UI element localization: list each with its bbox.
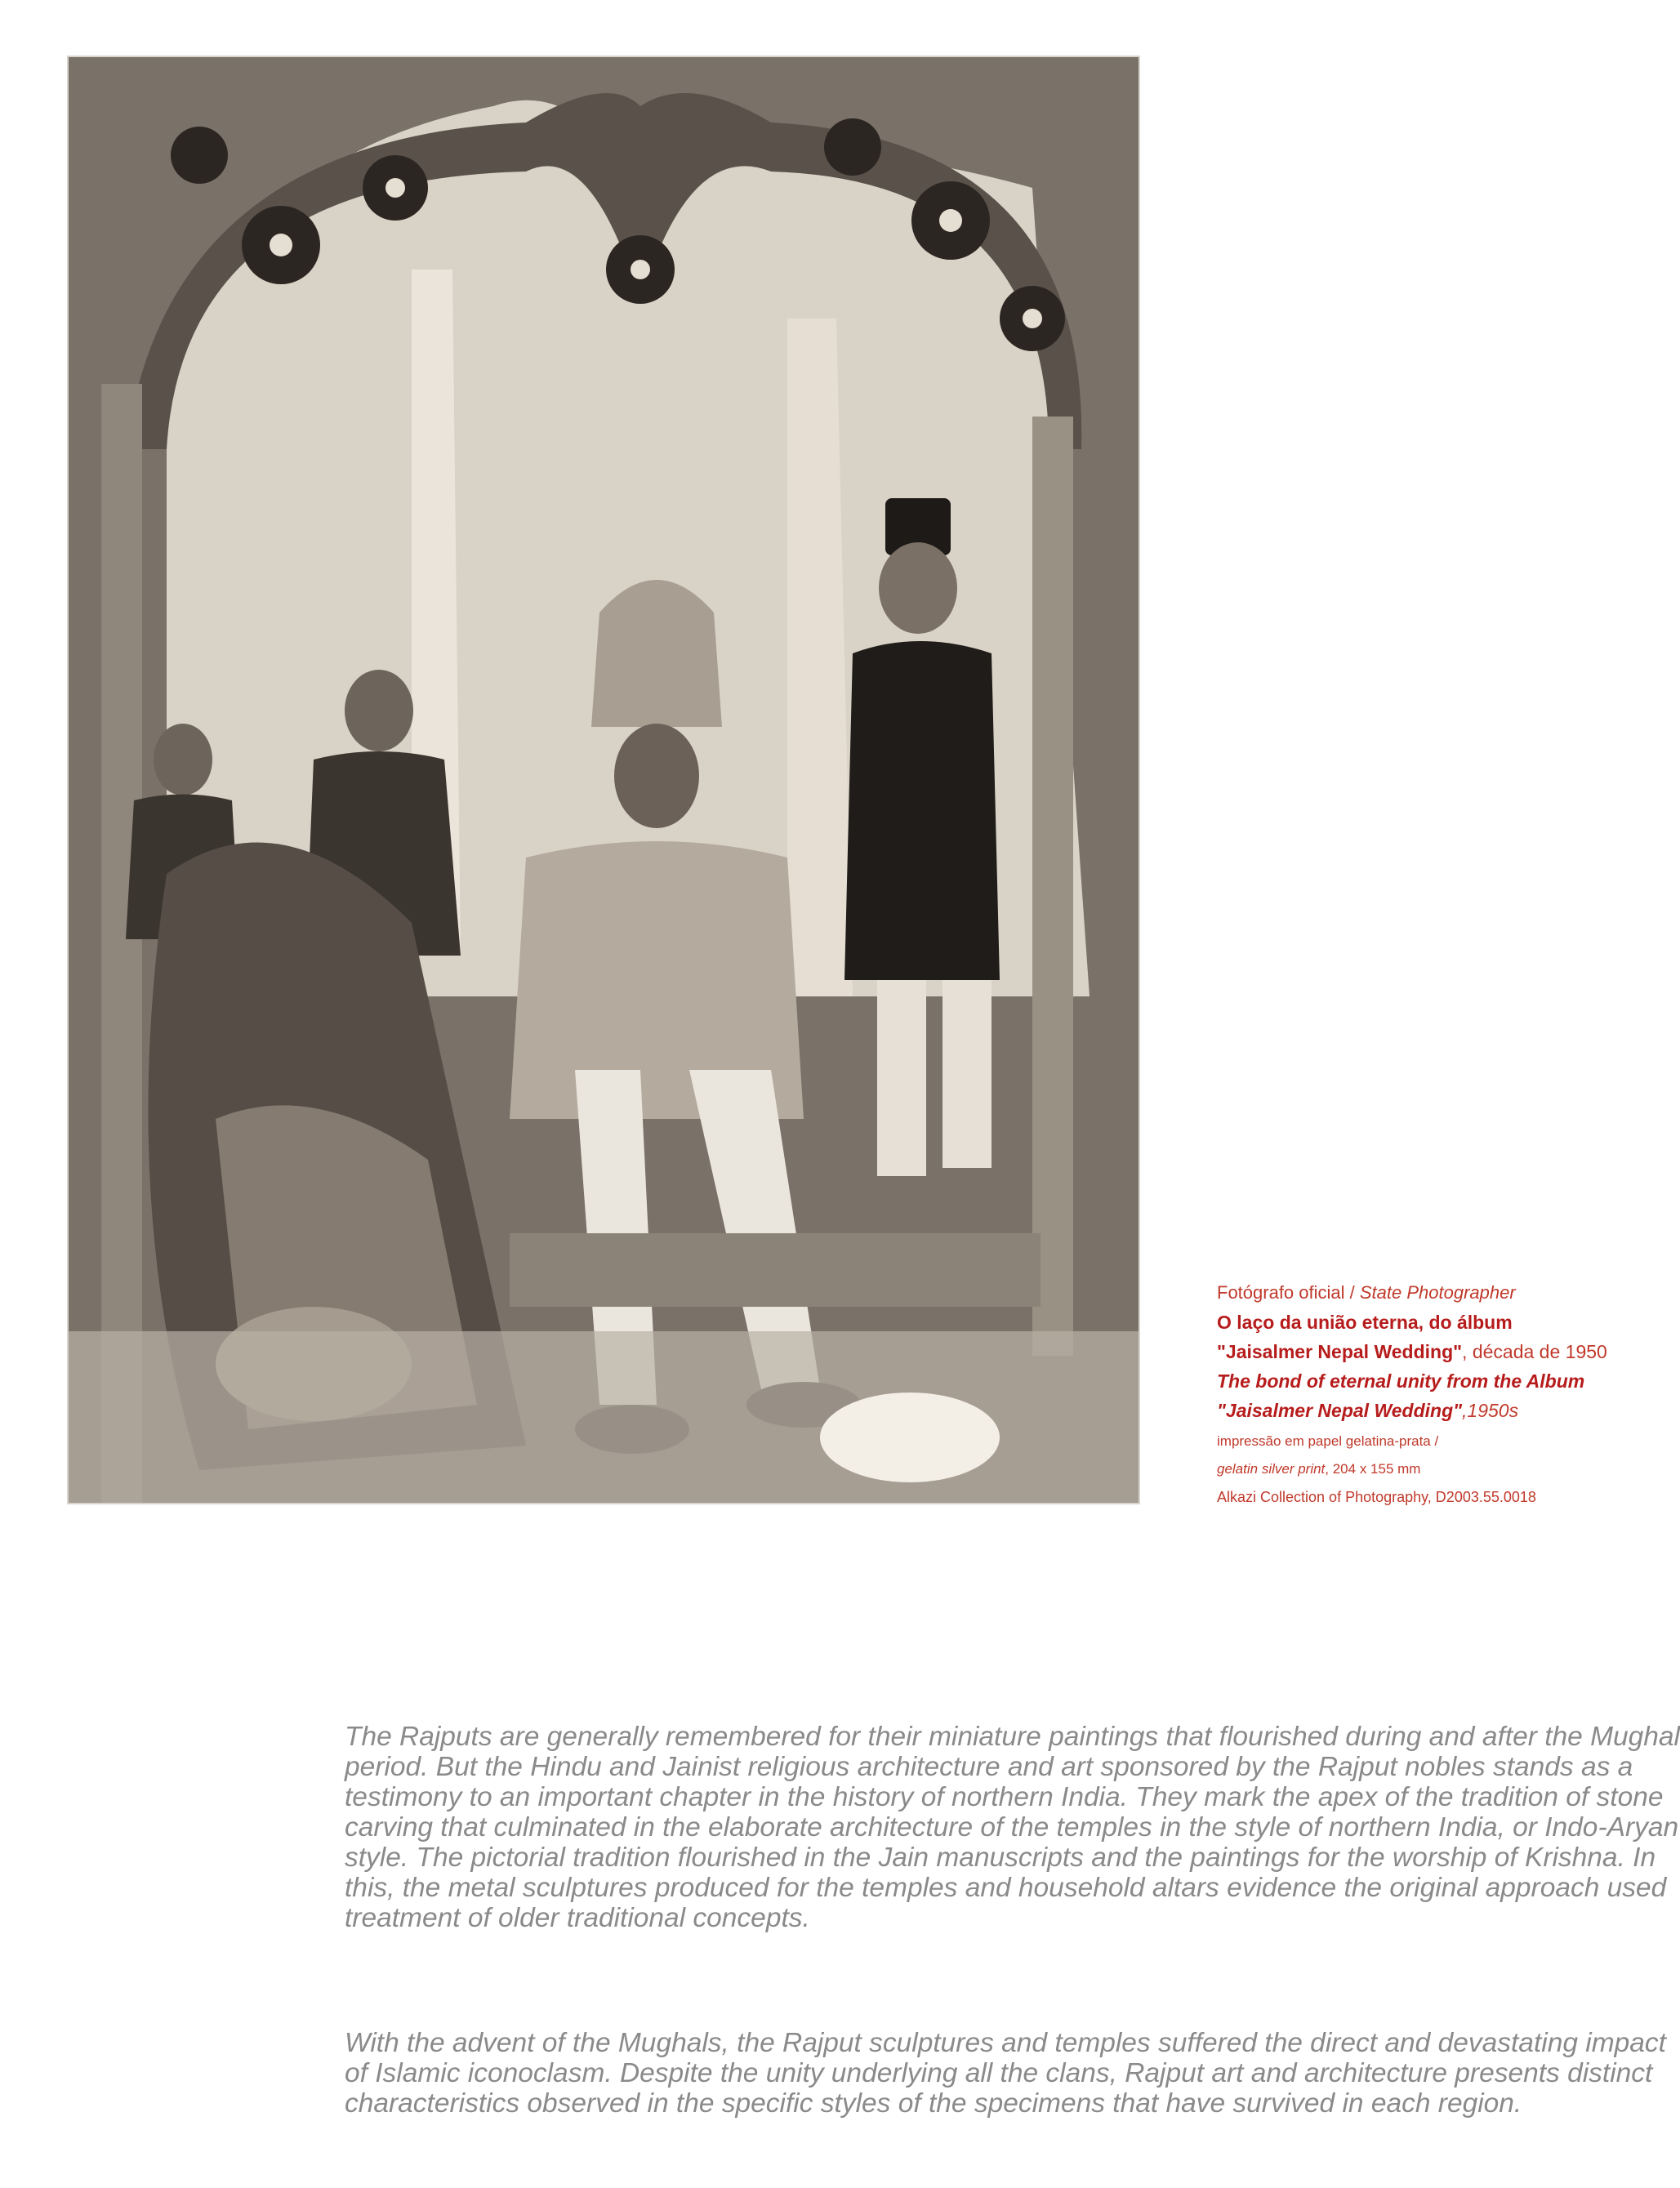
caption-date-en: ,1950s (1462, 1400, 1519, 1421)
caption-medium-en: gelatin silver print (1217, 1461, 1326, 1477)
caption-credit-pt: Fotógrafo oficial / (1217, 1282, 1360, 1303)
caption-medium-pt: impressão em papel gelatina-prata / (1217, 1433, 1439, 1449)
caption-title-pt-line1: O laço da união eterna, do álbum (1217, 1312, 1513, 1333)
caption-title-en-line2 (1217, 1401, 1589, 1431)
caption-credit-en: State Photographer (1359, 1282, 1516, 1303)
wedding-photograph (69, 57, 1139, 1503)
paragraph-line: treatment of older traditional concepts. (345, 1903, 810, 1933)
paragraph-line: carving that culminated in the elaborate architecture of the temples in the style of northern India, or Indo-Aryan (345, 1812, 1679, 1843)
photograph-image (69, 57, 1139, 1503)
caption-album-name-en: "Jaisalmer Nepal Wedding" (1217, 1400, 1463, 1421)
caption-title-pt-line2 (1217, 1341, 1607, 1372)
caption-dimensions: , 204 x 155 mm (1325, 1461, 1421, 1477)
caption-credit (1217, 1284, 1589, 1313)
photo-caption (1217, 1282, 1607, 1514)
paragraph-line: this, the metal sculptures produced for the temples and household altars evidence the original approach used (345, 1873, 1667, 1903)
paragraph-line: characteristics observed in the specific styles of the specimens that have survived in each region. (345, 2088, 1522, 2119)
paragraph-line: style. The pictorial tradition flourished in the Jain manuscripts and the paintings for the worship of Krishna. In (345, 1843, 1656, 1873)
paragraph-line: period. But the Hindu and Jainist religious architecture and art sponsored by the Rajput nobles stands as a (345, 1752, 1633, 1782)
caption-date-pt: , década de 1950 (1462, 1341, 1607, 1362)
body-paragraph-2 (345, 2028, 1666, 2119)
caption-title-en-line1: The bond of eternal unity from the Album (1217, 1370, 1585, 1392)
paragraph-line: testimony to an important chapter in the history of northern India. They mark the apex of the tradition of stone (345, 1782, 1664, 1812)
caption-album-name-pt: "Jaisalmer Nepal Wedding" (1217, 1341, 1463, 1362)
body-paragraph-1 (345, 1722, 1680, 1933)
caption-medium-en-line (1217, 1459, 1589, 1486)
paragraph-line: With the advent of the Mughals, the Rajput sculptures and temples suffered the direct and devastating impact (345, 2028, 1666, 2058)
caption-collection: Alkazi Collection of Photography, D2003.55.0018 (1217, 1489, 1536, 1505)
paragraph-line: The Rajputs are generally remembered for their miniature paintings that flourished during and after the Mughal (345, 1722, 1680, 1752)
paragraph-line: of Islamic iconoclasm. Despite the unity underlying all the clans, Rajput art and architecture presents distinct (345, 2058, 1653, 2088)
